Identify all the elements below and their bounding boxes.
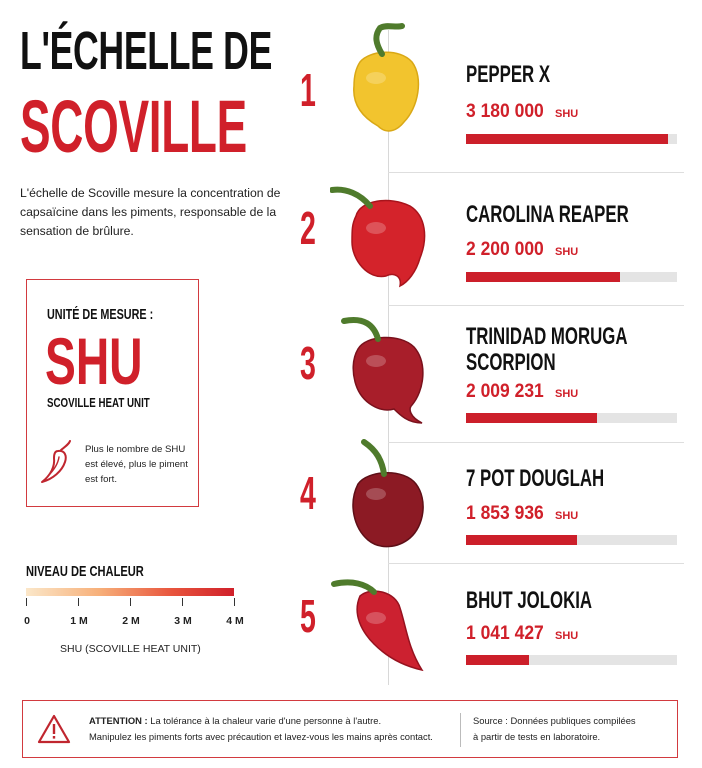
heat-scale-tick-label: 3 M <box>174 615 192 627</box>
pepper-shu-value: 1 853 936 <box>466 503 544 524</box>
pepper-rank: 2 <box>300 202 316 254</box>
pepper-heat-bar <box>466 535 677 545</box>
pepper-shu <box>466 101 578 123</box>
source-line-1: Source : Données publiques compilées <box>473 715 636 726</box>
unit-title: UNITÉ DE MESURE : <box>47 306 154 323</box>
pepper-heat-bar-fill <box>466 272 620 282</box>
heat-scale-tick <box>26 598 27 606</box>
unit-code: SHU <box>45 324 143 398</box>
pepper-image-3 <box>330 305 440 425</box>
pepper-heat-bar <box>466 272 677 282</box>
pepper-image-1 <box>330 22 440 142</box>
source-text <box>473 713 636 745</box>
pepper-rank: 1 <box>300 64 316 116</box>
chili-pepper-icon <box>39 440 75 486</box>
heat-gradient-bar <box>26 588 234 596</box>
intro-text: L'échelle de Scoville mesure la concentration de capsaïcine dans les piments, responsable de la sensation de brûlure. <box>20 186 281 238</box>
footer-divider <box>460 713 461 747</box>
pepper-name <box>466 62 550 88</box>
pepper-shu <box>466 623 578 645</box>
page-title-line-2: SCOVILLE <box>20 85 247 168</box>
pepper-shu-value: 2 200 000 <box>466 239 544 260</box>
pepper-rank: 3 <box>300 337 316 389</box>
heat-scale-tick <box>130 598 131 606</box>
warning-line-2: Manipulez les piments forts avec précaution et lavez-vous les mains après contact. <box>89 731 433 742</box>
pepper-name <box>466 466 604 492</box>
pepper-name-line-1: CAROLINA REAPER <box>466 201 629 228</box>
pepper-shu-value: 1 041 427 <box>466 623 544 644</box>
pepper-image-2 <box>330 172 440 292</box>
heat-scale-unit: SHU (SCOVILLE HEAT UNIT) <box>60 643 201 655</box>
heat-scale-tick <box>78 598 79 606</box>
pepper-name <box>466 324 627 376</box>
pepper-shu-value: 2 009 231 <box>466 381 544 402</box>
pepper-name-line-1: PEPPER X <box>466 61 551 88</box>
pepper-name-line-1: TRINIDAD MORUGA <box>466 323 628 350</box>
pepper-name <box>466 588 592 614</box>
unit-full-name: SCOVILLE HEAT UNIT <box>47 396 150 410</box>
pepper-name <box>466 202 629 228</box>
source-line-2: à partir de tests en laboratoire. <box>473 731 601 742</box>
unit-note: Plus le nombre de SHU est élevé, plus le piment est fort. <box>85 444 188 485</box>
pepper-shu <box>466 503 578 525</box>
heat-scale-tick <box>234 598 235 606</box>
pepper-heat-bar-fill <box>466 535 577 545</box>
heat-scale-tick <box>182 598 183 606</box>
heat-scale-title: NIVEAU DE CHALEUR <box>26 563 144 580</box>
pepper-name-line-1: 7 POT DOUGLAH <box>466 465 605 492</box>
pepper-heat-bar-fill <box>466 655 529 665</box>
pepper-heat-bar-fill <box>466 134 668 144</box>
pepper-heat-bar <box>466 134 677 144</box>
pepper-shu <box>466 381 578 403</box>
pepper-name-line-1: BHUT JOLOKIA <box>466 587 592 614</box>
heat-scale-tick-label: 4 M <box>226 615 244 627</box>
warning-line-1: La tolérance à la chaleur varie d'une personne à l'autre. <box>147 715 382 726</box>
pepper-shu-unit: SHU <box>554 630 579 642</box>
heat-scale-tick-label: 0 <box>24 615 30 627</box>
warning-triangle-icon <box>37 714 71 744</box>
unit-box <box>26 279 199 507</box>
pepper-shu-unit: SHU <box>554 246 579 258</box>
pepper-shu-unit: SHU <box>554 510 579 522</box>
pepper-heat-bar-fill <box>466 413 597 423</box>
heat-scale-tick-label: 1 M <box>70 615 88 627</box>
pepper-name-line-2: SCORPION <box>466 349 556 376</box>
pepper-image-5 <box>330 562 440 682</box>
warning-text <box>89 713 433 745</box>
pepper-heat-bar <box>466 413 677 423</box>
page-title-line-1: L'ÉCHELLE DE <box>20 21 273 81</box>
pepper-shu-unit: SHU <box>554 108 579 120</box>
heat-scale-tick-label: 2 M <box>122 615 140 627</box>
footer-notice <box>22 700 678 758</box>
pepper-rank: 4 <box>300 467 316 519</box>
pepper-shu <box>466 239 578 261</box>
pepper-image-4 <box>330 438 440 558</box>
pepper-heat-bar <box>466 655 677 665</box>
pepper-shu-value: 3 180 000 <box>466 101 544 122</box>
pepper-rank: 5 <box>300 590 316 642</box>
warning-label: ATTENTION : <box>89 715 148 726</box>
pepper-shu-unit: SHU <box>554 388 579 400</box>
